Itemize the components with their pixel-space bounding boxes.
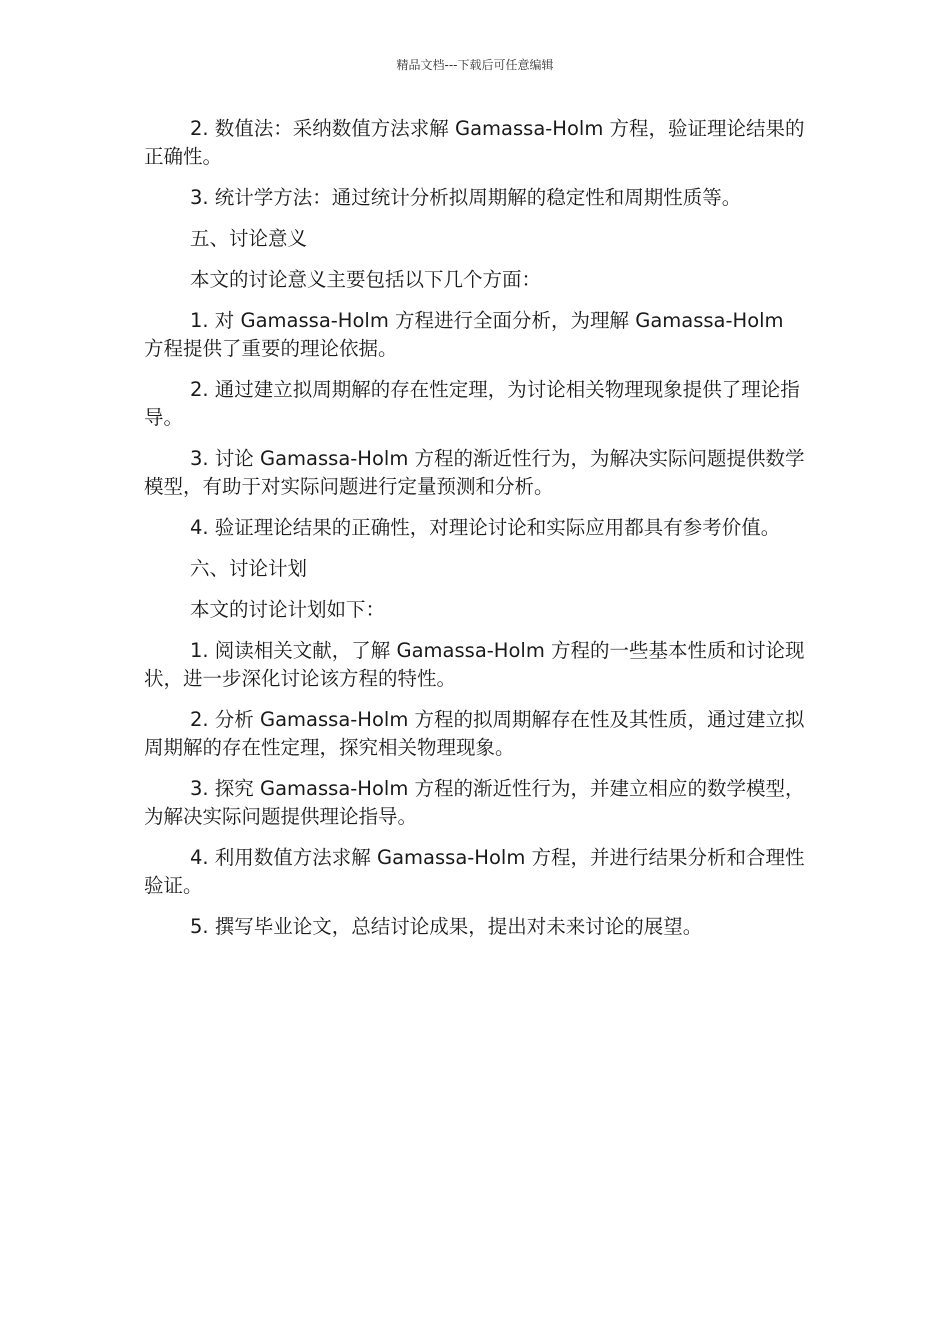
paragraph-plan-1: 1. 阅读相关文献，了解 Gamassa-Holm 方程的一些基本性质和讨论现状，进一步深化讨论该方程的特性。	[144, 639, 805, 690]
paragraph-numerical-method: 2. 数值法：采纳数值方法求解 Gamassa-Holm 方程，验证理论结果的正确性。	[144, 117, 805, 168]
section-heading-significance: 五、讨论意义	[190, 227, 308, 250]
paragraph-plan-3: 3. 探究 Gamassa-Holm 方程的渐近性行为，并建立相应的数学模型，为解决实际问题提供理论指导。	[144, 777, 805, 828]
document-body	[144, 115, 809, 954]
section-heading-plan: 六、讨论计划	[190, 557, 308, 580]
paragraph-significance-intro: 本文的讨论意义主要包括以下几个方面：	[190, 268, 542, 291]
paragraph-plan-5: 5. 撰写毕业论文，总结讨论成果，提出对未来讨论的展望。	[190, 915, 703, 938]
paragraph-significance-3: 3. 讨论 Gamassa-Holm 方程的渐近性行为，为解决实际问题提供数学模型，有助于对实际问题进行定量预测和分析。	[144, 447, 805, 498]
page-header: 精品文档---下载后可任意编辑	[396, 58, 554, 72]
paragraph-significance-2: 2. 通过建立拟周期解的存在性定理，为讨论相关物理现象提供了理论指导。	[144, 378, 800, 429]
paragraph-plan-2: 2. 分析 Gamassa-Holm 方程的拟周期解存在性及其性质，通过建立拟周期解的存在性定理，探究相关物理现象。	[144, 708, 805, 759]
paragraph-statistical-method: 3. 统计学方法：通过统计分析拟周期解的稳定性和周期性质等。	[190, 186, 742, 209]
paragraph-significance-1: 1. 对 Gamassa-Holm 方程进行全面分析，为理解 Gamassa-Holm 方程提供了重要的理论依据。	[144, 309, 784, 360]
paragraph-significance-4: 4. 验证理论结果的正确性，对理论讨论和实际应用都具有参考价值。	[190, 516, 781, 539]
paragraph-plan-4: 4. 利用数值方法求解 Gamassa-Holm 方程，并进行结果分析和合理性验证。	[144, 846, 805, 897]
paragraph-plan-intro: 本文的讨论计划如下：	[190, 598, 386, 621]
